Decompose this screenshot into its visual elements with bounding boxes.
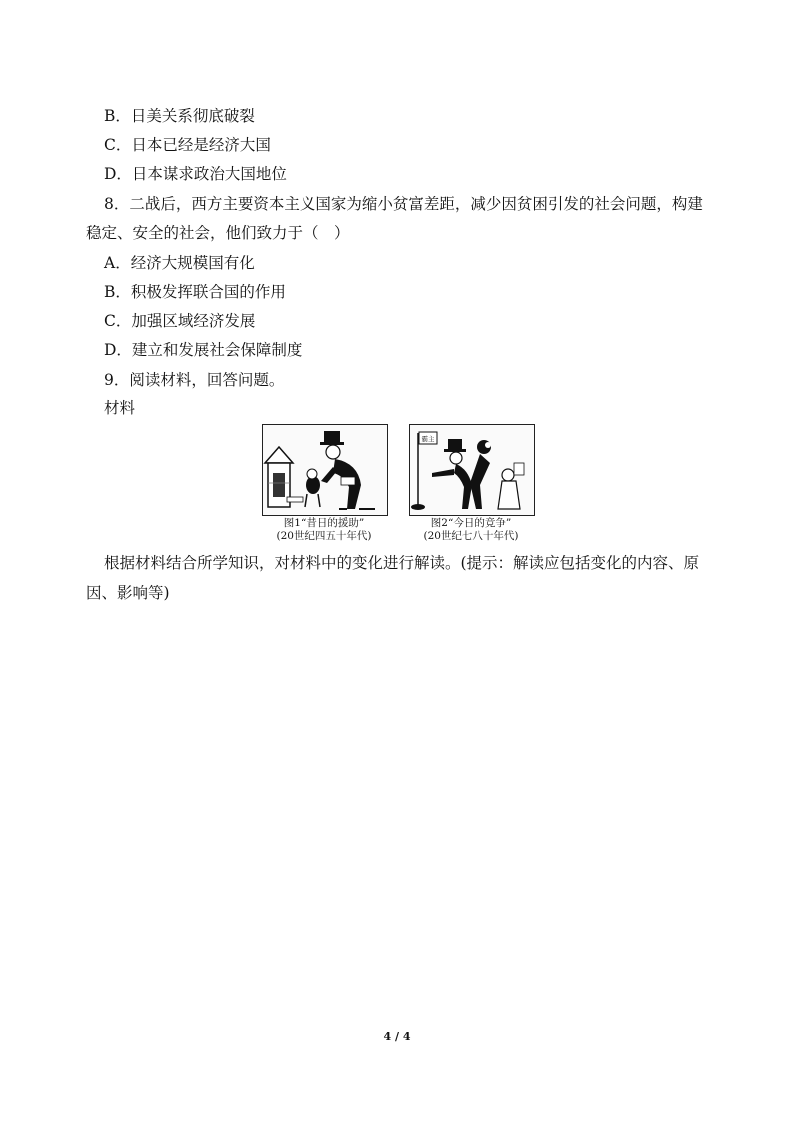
figure1-caption-title: 图1“昔日的援助” bbox=[283, 517, 365, 529]
q8-option-d: D．建立和发展社会保障制度 bbox=[104, 341, 303, 359]
cartoon-panel-1 bbox=[262, 424, 388, 516]
q9-stem: 9．阅读材料，回答问题。 bbox=[104, 371, 285, 389]
q9-question-line2: 因、影响等) bbox=[86, 584, 170, 602]
q9-question-line1: 根据材料结合所学知识，对材料中的变化进行解读。(提示：解读应包括变化的内容、原 bbox=[104, 554, 700, 572]
figure1-caption bbox=[262, 517, 386, 543]
flag-label: 霸主 bbox=[421, 435, 435, 443]
q8-option-a: A．经济大规模国有化 bbox=[104, 254, 255, 272]
material-label: 材料 bbox=[104, 399, 136, 417]
cartoon-figures bbox=[262, 424, 534, 544]
q8-stem-line1: 8．二战后，西方主要资本主义国家为缩小贫富差距，减少因贫困引发的社会问题，构建 bbox=[104, 195, 703, 213]
cartoon-aid-illustration bbox=[263, 425, 387, 515]
figure2-caption-title: 图2“今日的竞争” bbox=[430, 517, 512, 529]
q8-option-b: B．积极发挥联合国的作用 bbox=[104, 283, 286, 301]
cartoon-panel-2 bbox=[409, 424, 535, 516]
option-c-prev: C．日本已经是经济大国 bbox=[104, 136, 271, 154]
figure1-caption-period: (20世纪四五十年代) bbox=[276, 530, 372, 542]
option-d-prev: D．日本谋求政治大国地位 bbox=[104, 165, 287, 183]
q8-option-c: C．加强区域经济发展 bbox=[104, 312, 256, 330]
figure2-caption-period: (20世纪七八十年代) bbox=[423, 530, 519, 542]
cartoon-competition-illustration bbox=[410, 425, 534, 515]
figure2-caption bbox=[409, 517, 533, 543]
page-number: 4 / 4 bbox=[383, 1030, 411, 1043]
option-b-prev: B．日美关系彻底破裂 bbox=[104, 107, 255, 125]
q8-stem-line2: 稳定、安全的社会，他们致力于（ ） bbox=[86, 224, 350, 242]
